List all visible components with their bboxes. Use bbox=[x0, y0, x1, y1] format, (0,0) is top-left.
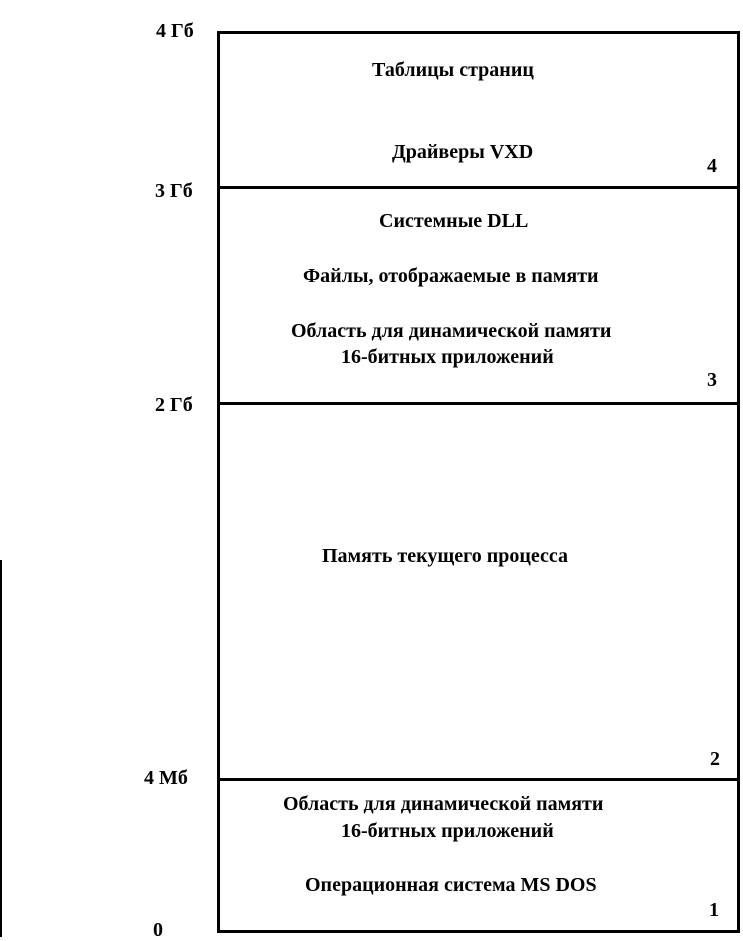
boundary-2gb bbox=[218, 402, 738, 405]
region1-line-heap-area: Область для динамической памяти bbox=[283, 793, 604, 815]
axis-label-0: 0 bbox=[153, 919, 163, 941]
region3-line-heap-area: Область для динамической памяти bbox=[291, 320, 612, 342]
map-bottom-border bbox=[218, 930, 738, 933]
axis-label-2gb: 2 Гб bbox=[155, 394, 193, 416]
region3-line-mapped-files: Файлы, отображаемые в памяти bbox=[303, 265, 599, 287]
region1-line-16bit-apps: 16-битных приложений bbox=[341, 820, 554, 842]
axis-label-3gb: 3 Гб bbox=[155, 180, 193, 202]
map-left-border bbox=[217, 31, 220, 933]
region2-line-current-process: Память текущего процесса bbox=[322, 545, 568, 567]
region2-number: 2 bbox=[710, 748, 720, 770]
map-top-border bbox=[218, 31, 738, 34]
region4-number: 4 bbox=[707, 155, 717, 177]
boundary-3gb bbox=[218, 186, 738, 189]
left-edge-line bbox=[0, 560, 2, 937]
region4-line-page-tables: Таблицы страниц bbox=[372, 59, 534, 81]
region3-line-system-dll: Системные DLL bbox=[379, 210, 529, 232]
map-right-border bbox=[737, 31, 740, 933]
region3-number: 3 bbox=[707, 369, 717, 391]
region1-line-ms-dos: Операционная система MS DOS bbox=[305, 874, 597, 896]
axis-label-4mb: 4 Мб bbox=[144, 767, 188, 789]
region3-line-16bit-apps: 16-битных приложений bbox=[341, 346, 554, 368]
axis-label-4gb: 4 Гб bbox=[156, 20, 194, 42]
region4-line-vxd-drivers: Драйверы VXD bbox=[392, 141, 534, 163]
region1-number: 1 bbox=[709, 899, 719, 921]
boundary-4mb bbox=[218, 778, 738, 781]
